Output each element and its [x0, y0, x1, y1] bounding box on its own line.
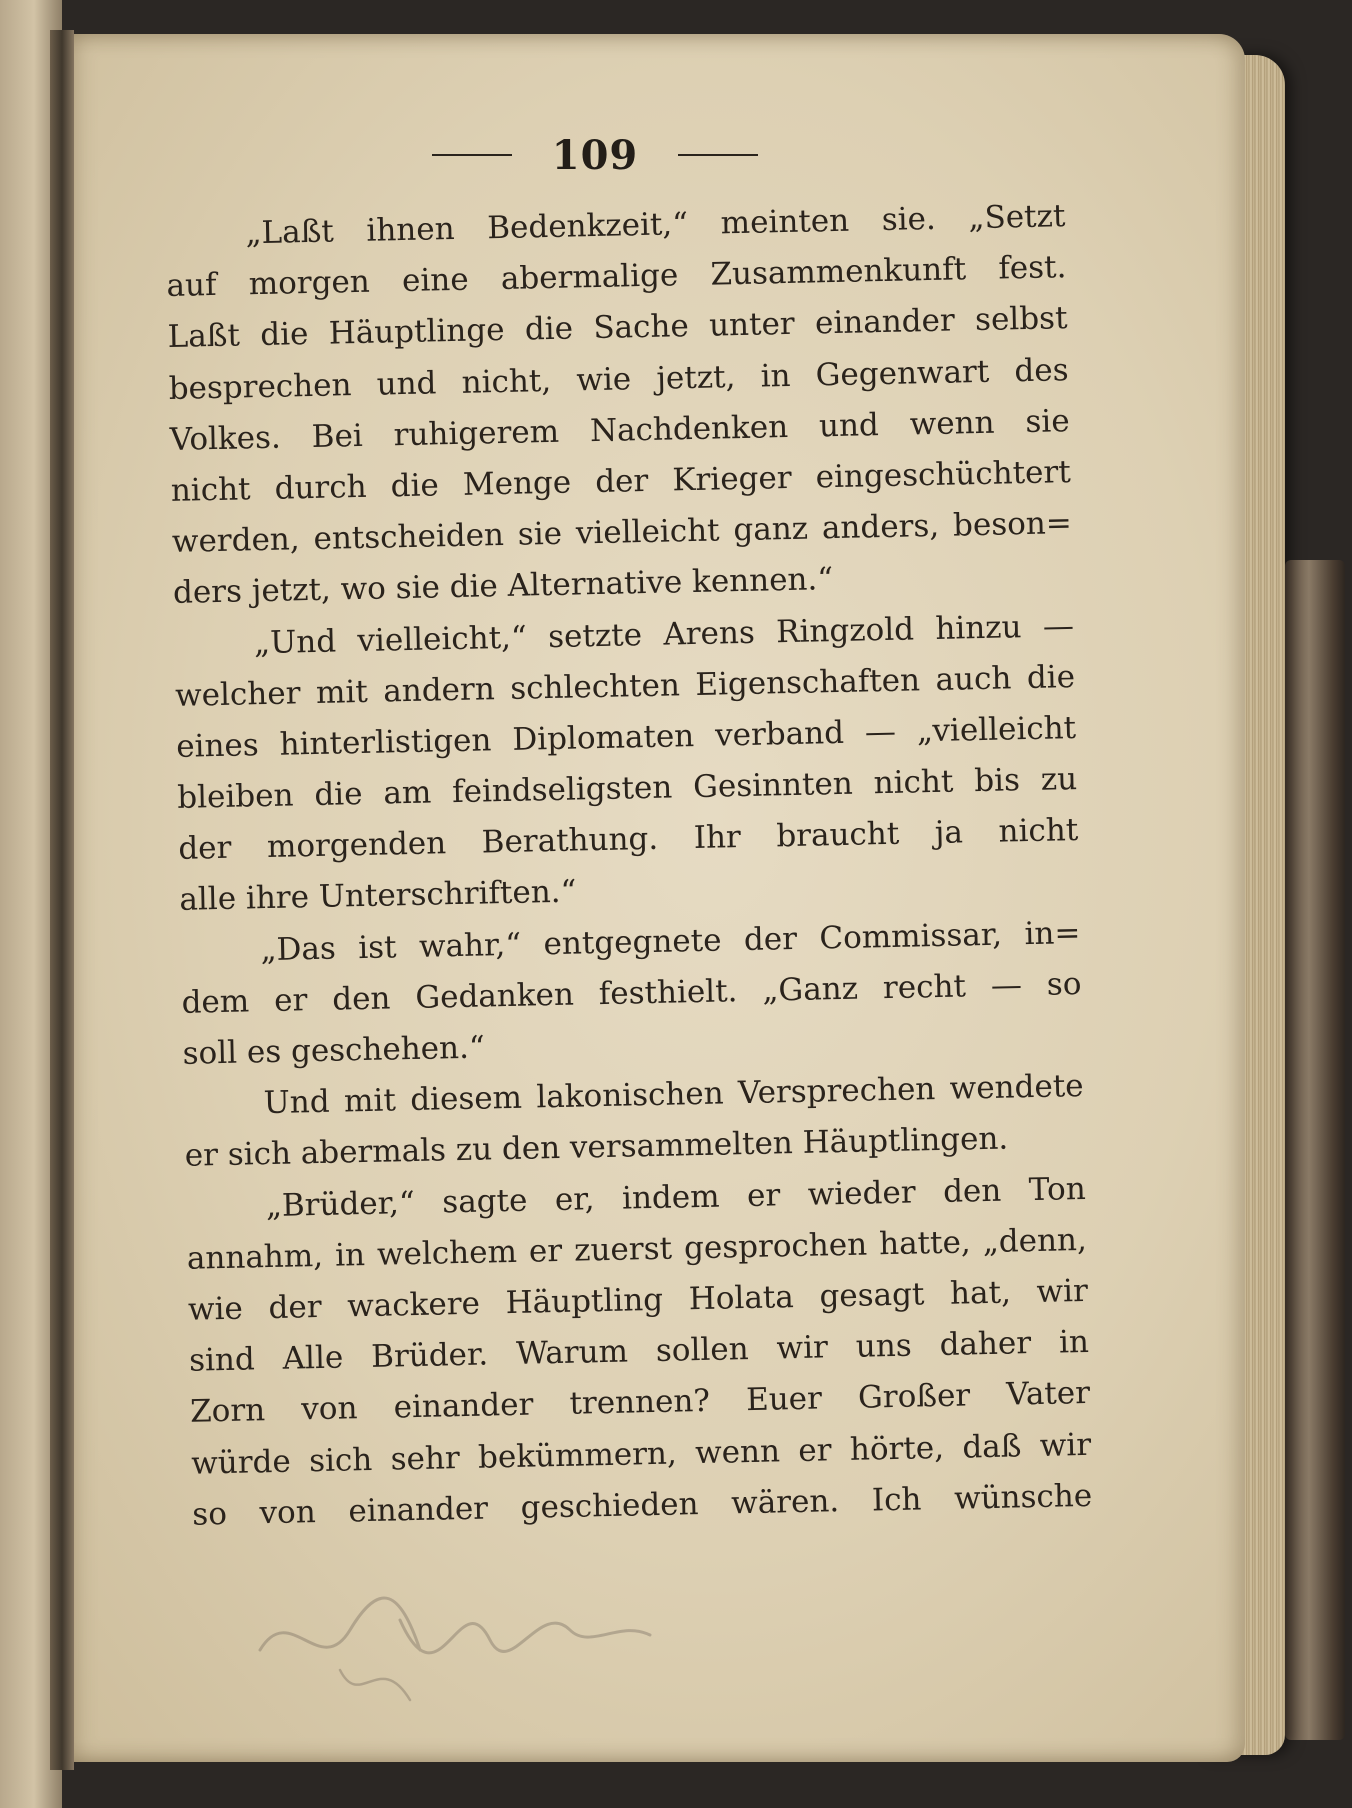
text-line: wie der wackere Häuptling Holata gesagt hat, wir: [187, 1272, 1089, 1328]
text-line: Und mit diesem lakonischen Versprechen wendete: [263, 1068, 1084, 1122]
text-line: bleiben die am feindseligsten Gesinnten nicht bis zu: [176, 761, 1078, 816]
text-line: nicht durch die Menge der Krieger eingeschüchtert: [170, 454, 1072, 509]
text-line: soll es geschehen.“: [182, 1029, 486, 1072]
text-line: Zorn von einander trennen? Euer Großer Vater: [189, 1375, 1091, 1431]
header-rule-right: [678, 154, 758, 156]
text-line: welcher mit andern schlechten Eigenschaften auch die: [174, 658, 1076, 714]
text-line: „Und vielleicht,“ setzte Arens Ringzold hinzu —: [253, 607, 1075, 661]
text-line: auf morgen eine abermalige Zusammenkunft fest.: [166, 249, 1067, 305]
text-line: Laßt die Häuptlinge die Sache unter einander selbst: [167, 300, 1068, 356]
text-line: Volkes. Bei ruhigerem Nachdenken und wenn sie: [169, 402, 1070, 458]
text-line: „Das ist wahr,“ entgegnete der Commissar, in=: [260, 914, 1081, 968]
faint-handwritten-signature: [250, 1560, 670, 1720]
text-line: alle ihre Unterschriften.“: [179, 873, 577, 919]
text-line: eines hinterlistigen Diplomaten verband — „vielleicht: [175, 709, 1077, 765]
text-line: er sich abermals zu den versammelten Häuptlingen.: [184, 1120, 1009, 1175]
text-line: werden, entscheiden sie vielleicht ganz anders, beson=: [171, 505, 1073, 561]
gutter: [50, 30, 74, 1770]
text-line: besprechen und nicht, wie jetzt, in Gegenwart des: [168, 351, 1069, 407]
text-line: „Laßt ihnen Bedenkzeit,“ meinten sie. „Setzt: [245, 198, 1066, 252]
text-line: dem er den Gedanken festhielt. „Ganz recht — so: [181, 965, 1082, 1021]
body-text: [165, 191, 1093, 1540]
text-line: ders jetzt, wo sie die Alternative kennen.“: [172, 561, 834, 612]
text-line: der morgenden Berathung. Ihr braucht ja nicht: [178, 812, 1079, 868]
text-line: würde sich sehr bekümmern, wenn er hörte, daß wir: [190, 1426, 1092, 1482]
book-spine: [1285, 560, 1345, 1740]
page-number: 109: [551, 131, 639, 179]
text-line: sind Alle Brüder. Warum sollen wir uns daher in: [188, 1324, 1090, 1379]
text-line: so von einander geschieden wären. Ich wünsche: [191, 1477, 1093, 1533]
text-line: annahm, in welchem er zuerst gesprochen hatte, „denn,: [186, 1221, 1088, 1277]
text-line: „Brüder,“ sagte er, indem er wieder den Ton: [265, 1170, 1087, 1224]
header-rule-left: [432, 154, 512, 156]
page-header: [405, 120, 785, 190]
